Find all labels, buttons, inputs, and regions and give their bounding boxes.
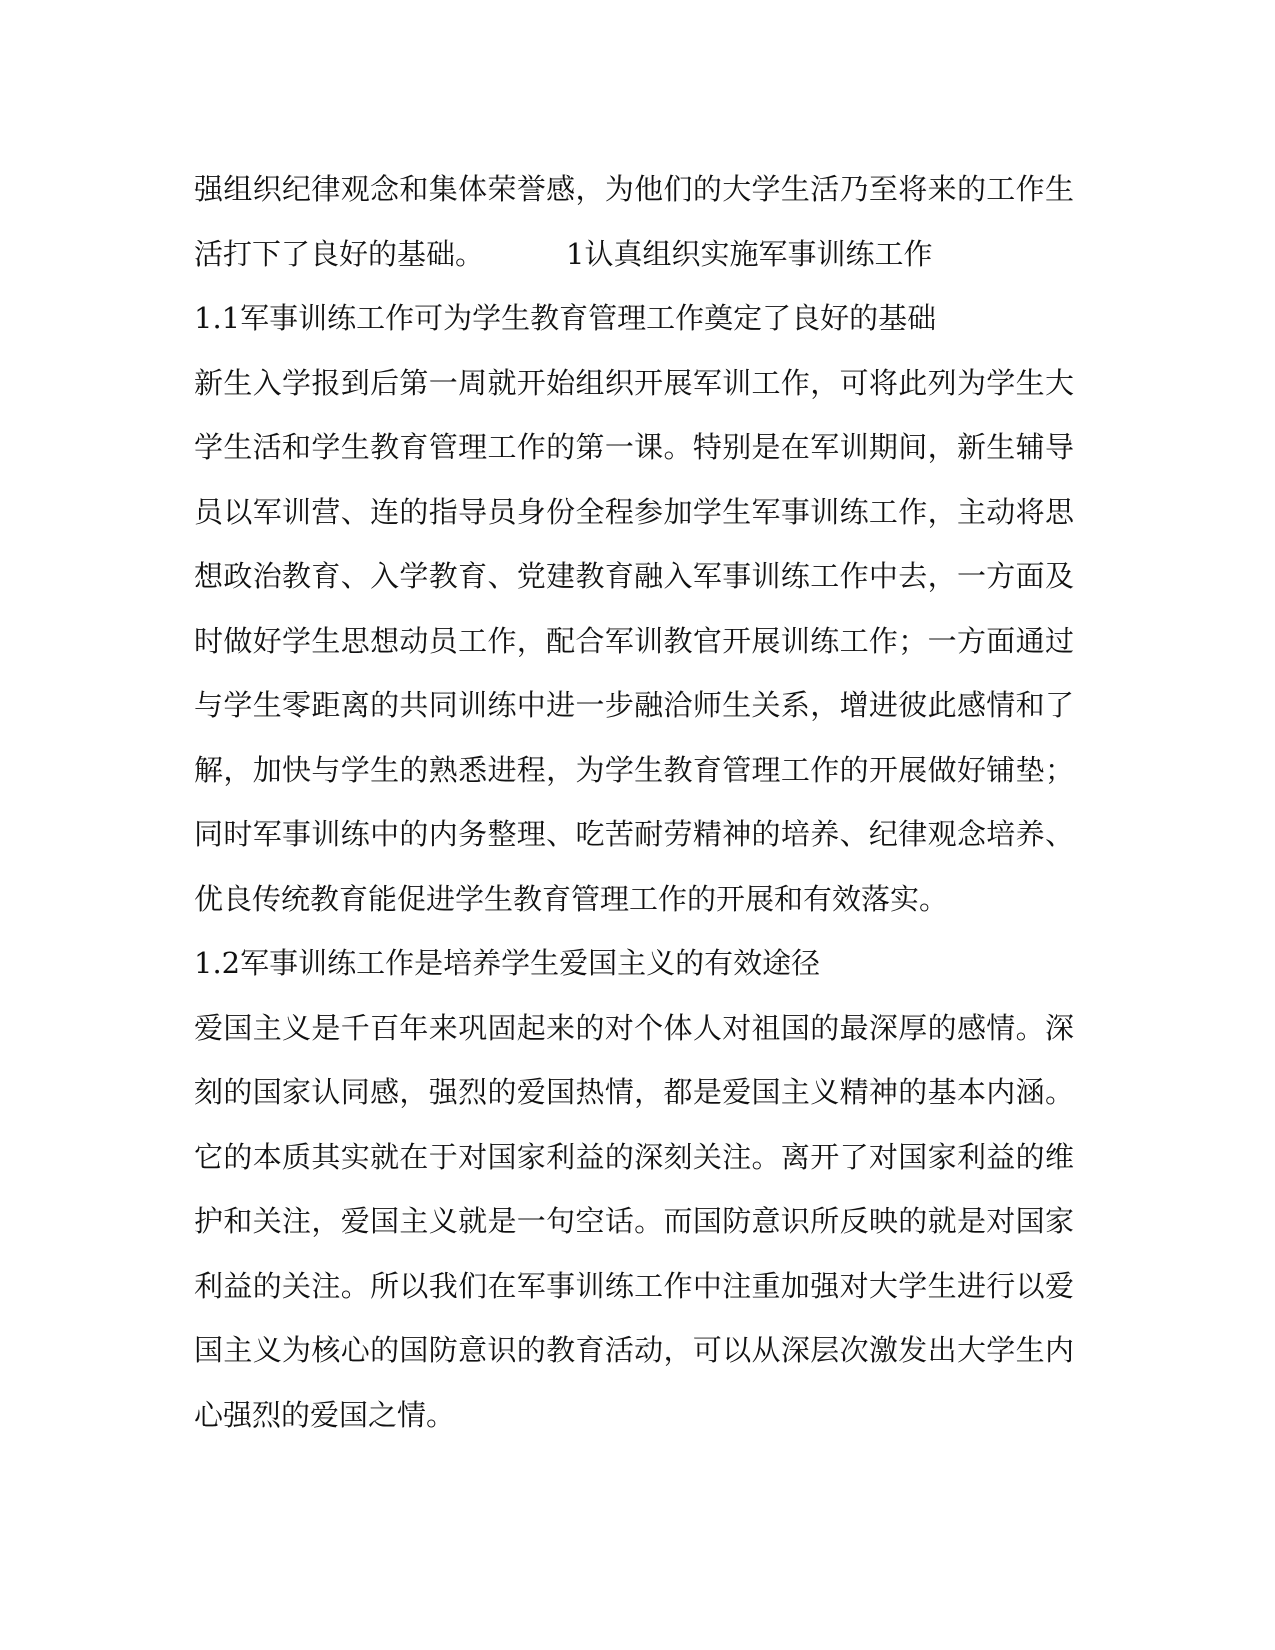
paragraph-line: 护和关注，爱国主义就是一句空话。而国防意识所反映的就是对国家 <box>194 1204 1074 1238</box>
paragraph-line: 国主义为核心的国防意识的教育活动，可以从深层次激发出大学生内 <box>194 1333 1074 1367</box>
paragraph-line: 利益的关注。所以我们在军事训练工作中注重加强对大学生进行以爱 <box>194 1268 1074 1303</box>
paragraph-line: 新生入学报到后第一周就开始组织开展军训工作，可将此列为学生大 <box>194 365 1074 400</box>
paragraph-line: 解，加快与学生的熟悉进程，为学生教育管理工作的开展做好铺垫； <box>194 752 1074 787</box>
paragraph-line: 强组织纪律观念和集体荣誉感，为他们的大学生活乃至将来的工作生 <box>194 172 1074 206</box>
paragraph-line: 心强烈的爱国之情。 <box>194 1397 456 1432</box>
document-body <box>194 157 1074 1447</box>
paragraph-line: 学生活和学生教育管理工作的第一课。特别是在军训期间，新生辅导 <box>194 430 1074 464</box>
paragraph-line: 它的本质其实就在于对国家利益的深刻关注。离开了对国家利益的维 <box>194 1139 1074 1174</box>
paragraph-line: 刻的国家认同感，强烈的爱国热情，都是爱国主义精神的基本内涵。 <box>194 1075 1074 1109</box>
paragraph-line: 爱国主义是千百年来巩固起来的对个体人对祖国的最深厚的感情。深 <box>194 1010 1074 1045</box>
paragraph-line: 与学生零距离的共同训练中进一步融洽师生关系，增进彼此感情和了 <box>194 688 1074 722</box>
paragraph-line: 同时军事训练中的内务整理、吃苦耐劳精神的培养、纪律观念培养、 <box>194 817 1074 851</box>
section-heading: 1认真组织实施军事训练工作 <box>566 236 933 271</box>
paragraph-line: 优良传统教育能促进学生教育管理工作的开展和有效落实。 <box>194 881 949 916</box>
paragraph-line: 时做好学生思想动员工作，配合军训教官开展训练工作；一方面通过 <box>194 623 1074 658</box>
paragraph-line: 员以军训营、连的指导员身份全程参加学生军事训练工作，主动将思 <box>194 494 1074 529</box>
paragraph-line: 想政治教育、入学教育、党建教育融入军事训练工作中去，一方面及 <box>194 559 1074 593</box>
subsection-heading: 1.1军事训练工作可为学生教育管理工作奠定了良好的基础 <box>194 301 937 335</box>
paragraph-line-text: 活打下了良好的基础。 <box>194 236 485 271</box>
subsection-heading: 1.2军事训练工作是培养学生爱国主义的有效途径 <box>194 946 821 980</box>
paragraph-line <box>194 222 1074 287</box>
